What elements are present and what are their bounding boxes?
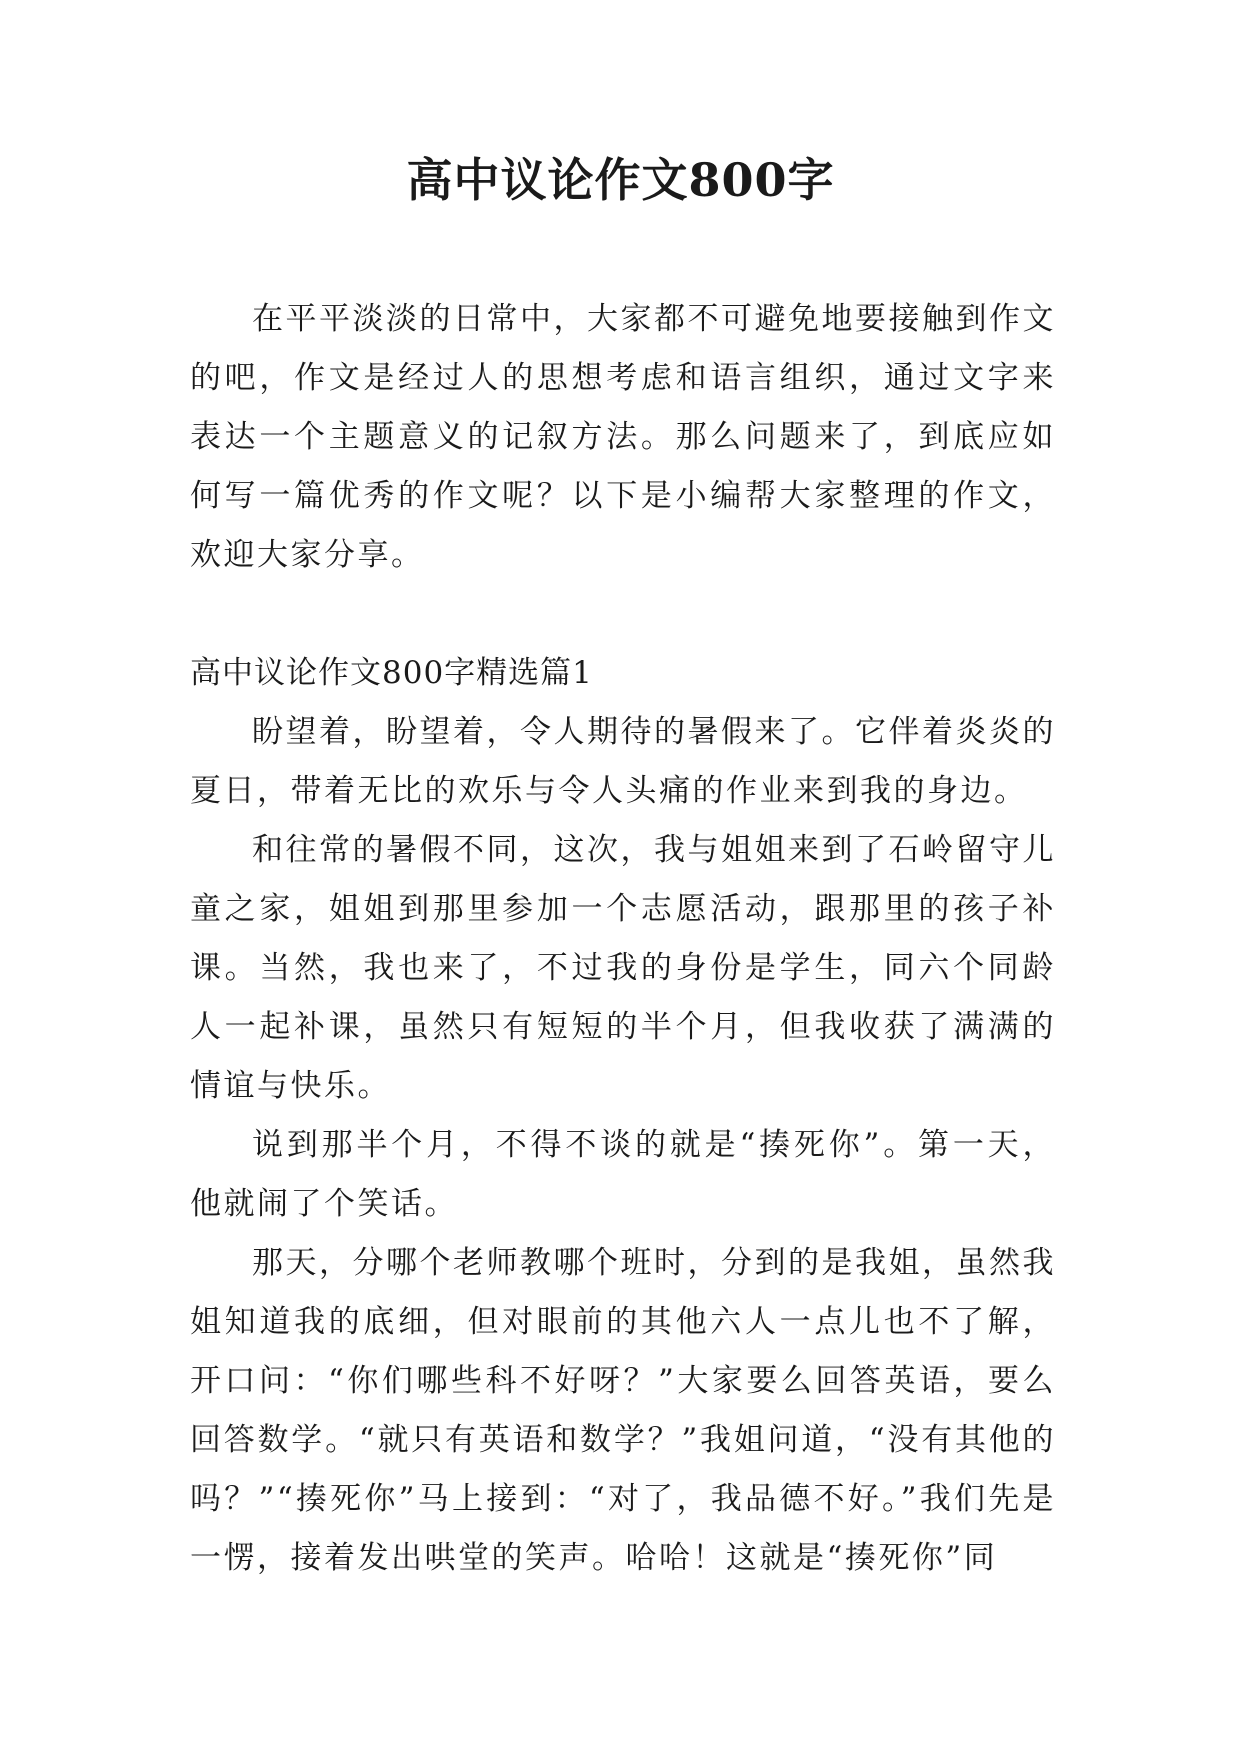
body-paragraph-1: 盼望着，盼望着，令人期待的暑假来了。它伴着炎炎的夏日，带着无比的欢乐与令人头痛的作业来到我的身边。	[190, 714, 1056, 809]
document-body	[190, 290, 1056, 1588]
intro-paragraph: 在平平淡淡的日常中，大家都不可避免地要接触到作文的吧，作文是经过人的思想考虑和语言组织，通过文字来表达一个主题意义的记叙方法。那么问题来了，到底应如何写一篇优秀的作文呢？以下是小编帮大家整理的作文，欢迎大家分享。	[190, 301, 1056, 573]
document-title: 高中议论作文800字	[406, 153, 835, 207]
section-heading: 高中议论作文800字精选篇1	[190, 655, 593, 691]
body-paragraph-2: 和往常的暑假不同，这次，我与姐姐来到了石岭留守儿童之家，姐姐到那里参加一个志愿活动，跟那里的孩子补课。当然，我也来了，不过我的身份是学生，同六个同龄人一起补课，虽然只有短短的半个月，但我收获了满满的情谊与快乐。	[190, 832, 1056, 1104]
body-paragraph-3: 说到那半个月，不得不谈的就是“揍死你”。第一天，他就闹了个笑话。	[190, 1127, 1056, 1222]
body-paragraph-4: 那天，分哪个老师教哪个班时，分到的是我姐，虽然我姐知道我的底细，但对眼前的其他六人一点儿也不了解，开口问：“你们哪些科不好呀？”大家要么回答英语，要么回答数学。“就只有英语和数学？”我姐问道，“没有其他的吗？”“揍死你”马上接到：“对了，我品德不好。”我们先是一愣，接着发出哄堂的笑声。哈哈！这就是“揍死你”同	[190, 1245, 1056, 1576]
